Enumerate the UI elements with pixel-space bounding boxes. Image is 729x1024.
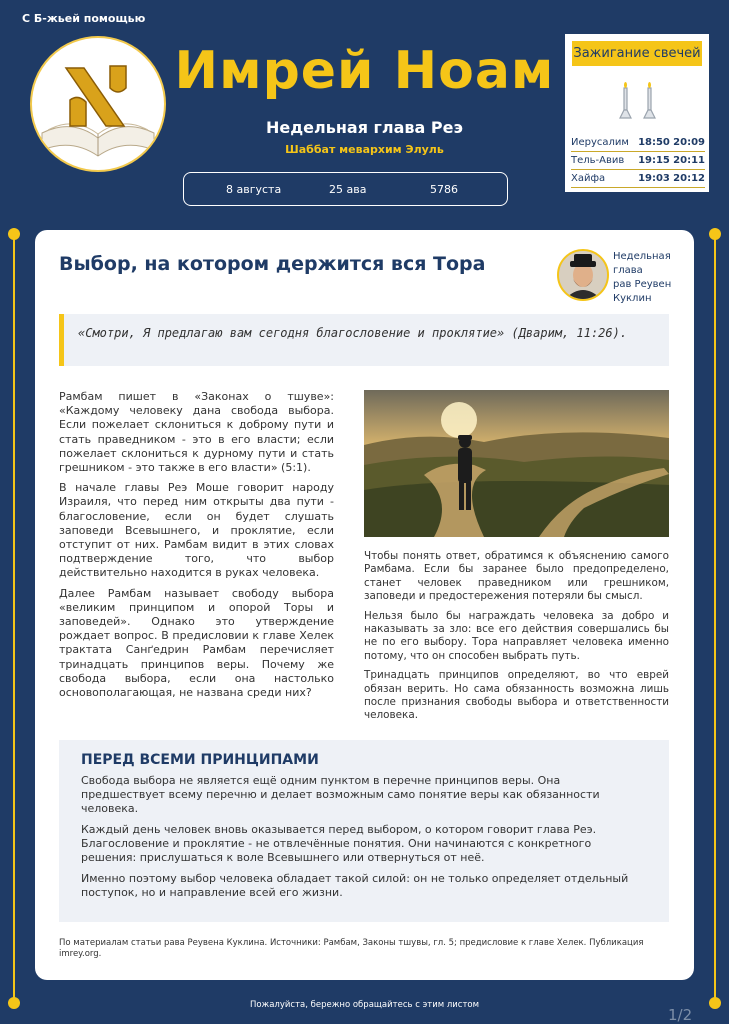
- candle-time: 18:50: [635, 134, 670, 152]
- date-gregorian: 8 августа: [226, 183, 282, 196]
- article-photo: [364, 390, 669, 537]
- paragraph: В начале главы Реэ Моше говорит народу Израиля, что перед ним открыты два пути - благословение, если он будет слушать заповеди Всевышнего, и проклятие, если отступит от них. Рамбам видит в этих словах подтверждение того, что выбор действительно находится в руках человека.: [59, 481, 334, 580]
- paragraph: Чтобы понять ответ, обратимся к объяснению самого Рамбама. Если бы заранее было предопределено, станет человек праведником или грешником, заповеди и предостережения потеряли бы смысл.: [364, 550, 669, 603]
- author-line: Недельная глава: [613, 251, 671, 276]
- right-rail: [714, 233, 716, 1003]
- newsletter-title: Имрей Ноам: [174, 41, 555, 101]
- date-hebrew: 25 ава: [329, 183, 367, 196]
- table-row: [571, 152, 705, 170]
- article-right-column: [364, 550, 669, 729]
- epigraph-quote: «Смотри, Я предлагаю вам сегодня благословение и проклятие» (Дварим, 11:26).: [59, 314, 669, 366]
- paragraph: Свобода выбора не является ещё одним пунктом в перечне принципов веры. Она предшествует всему перечню и делает возможным само понятие веры как обязанности человека.: [81, 774, 600, 815]
- havdala-time: 20:09: [670, 134, 705, 152]
- article-left-column: [59, 390, 334, 706]
- page-number: 1/2: [668, 1006, 693, 1024]
- city-name: Иерусалим: [571, 134, 635, 152]
- havdala-time: 20:12: [670, 170, 705, 188]
- date-bar: [183, 172, 508, 206]
- parasha-subtitle: Недельная глава Реэ: [266, 118, 463, 137]
- city-name: Тель-Авив: [571, 152, 635, 170]
- candle-lighting-box: [564, 33, 710, 193]
- article-title: Выбор, на котором держится вся Тора: [59, 253, 486, 275]
- date-year: 5786: [430, 183, 458, 196]
- candle-time: 19:15: [635, 152, 670, 170]
- top-note: С Б-жьей помощью: [22, 12, 146, 25]
- author-line: Куклин: [613, 293, 652, 304]
- rail-dot: [709, 228, 721, 240]
- left-rail: [13, 233, 15, 1003]
- candle-times-table: [571, 134, 705, 188]
- source-footnote: По материалам статьи рава Реувена Куклина. Источники: Рамбам, Законы тшувы, гл. 5; предисловие к главе Хелек. Публикация imrey.org.: [59, 938, 644, 959]
- author-line: рав Реувен: [613, 279, 672, 290]
- article-card: [35, 230, 694, 980]
- city-name: Хайфа: [571, 170, 635, 188]
- logo: [30, 36, 166, 172]
- paragraph: Каждый день человек вновь оказывается перед выбором, о котором говорит глава Реэ. Благословение и проклятие - не отвлечённые понятия. Они начинаются с конкретного решения: прислушаться к воле Всевышнего или отвернуться от неё.: [81, 823, 597, 864]
- paragraph: Далее Рамбам называет свободу выбора «великим принципом и опорой Торы и заповедей». Однако это утверждение рождает вопрос. В предисловии к главе Хелек трактата Санґедрин Рамбам перечисляет тринадцать принципов веры. Почему же свобода выбора, если она настолько основополагающая, не названа среди них?: [59, 586, 334, 700]
- author-name: [613, 250, 703, 306]
- paragraph: Рамбам пишет в «Законах о тшуве»: «Каждому человеку дана свобода выбора. Если пожелает склониться к доброму пути и стать праведником - это в его власти; если пожелает склониться к дурному пути и стать грешником - это также в его власти» (5:1).: [59, 390, 334, 475]
- paragraph: Нельзя было бы награждать человека за добро и наказывать за зло: все его действия совершались бы не по его выбору. Тора направляет человека именно потому, что он способен выбрать путь.: [364, 609, 669, 662]
- highlight-box: [59, 740, 669, 922]
- candles-icon: [615, 82, 661, 122]
- paragraph: Именно поэтому выбор человека обладает такой силой: он не только определяет отдельный поступок, но и направление всей его жизни.: [81, 872, 629, 899]
- candle-lighting-title: Зажигание свечей: [572, 41, 702, 66]
- author-avatar: [557, 249, 609, 301]
- highlight-box-title: ПЕРЕД ВСЕМИ ПРИНЦИПАМИ: [81, 752, 319, 768]
- bottom-note: Пожалуйста, бережно обращайтесь с этим листом: [249, 1000, 480, 1010]
- table-row: [571, 170, 705, 188]
- havdala-time: 20:11: [670, 152, 705, 170]
- candle-time: 19:03: [635, 170, 670, 188]
- paragraph: Тринадцать принципов определяют, во что еврей обязан верить. Но сама обязанность возможна лишь после признания свободы выбора и ответственности человека.: [364, 669, 669, 722]
- table-row: [571, 134, 705, 152]
- rail-dot: [8, 228, 20, 240]
- shabbat-label: Шаббат мевархим Элуль: [285, 143, 444, 156]
